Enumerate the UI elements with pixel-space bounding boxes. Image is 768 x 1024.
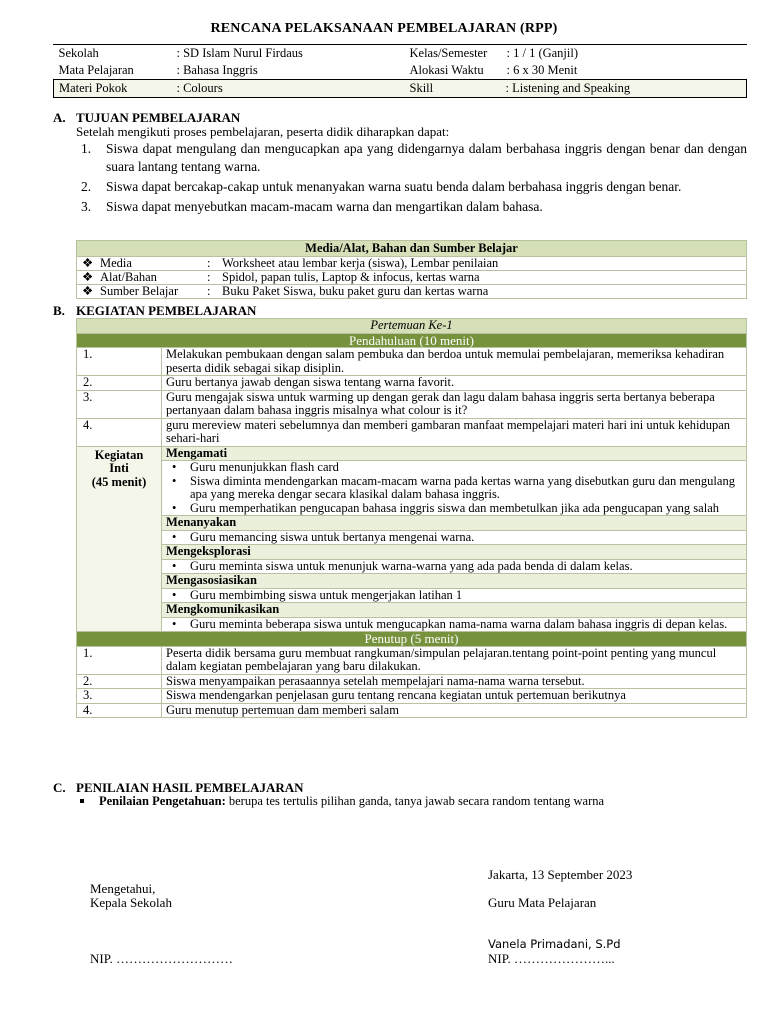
kepala-sekolah-label: Kepala Sekolah [90,895,172,910]
pendahuluan-item: guru mereview materi sebelumnya dan memberi gambaran manfaat mempelajari materi hari ini untuk kehidupan sehari-hari [162,418,747,446]
sekolah-label: Sekolah [58,46,99,60]
penutup-item: Siswa menyampaikan perasaannya setelah mempelajari nama-nama warna tersebut. [162,674,747,689]
media-label-text: Media [100,256,132,270]
section-c-title: PENILAIAN HASIL PEMBELAJARAN [76,780,304,795]
inti-label-line2: Inti [109,461,129,475]
section-b-title: KEGIATAN PEMBELAJARAN [76,303,257,318]
step-mengamati-items [162,461,747,516]
mapel-value: : Bahasa Inggris [176,63,258,77]
media-row-sep: : [207,257,217,271]
penutup-heading: Penutup (5 menit) [77,632,747,647]
media-row-value: Worksheet atau lembar kerja (siswa), Lembar penilaian [217,257,747,271]
pendahuluan-number: 3. [77,390,162,418]
penutup-number: 1. [77,646,162,674]
step-mengeksplorasi-items [162,559,747,574]
pendahuluan-item: Guru mengajak siswa untuk warming up dengan gerak dan lagu dalam bahasa inggris serta bertanya beberapa pertanyaan dalam bahasa inggris misalnya what colour is it? [162,390,747,418]
alat-row-sep: : [207,271,217,285]
goal-text: Siswa dapat menyebutkan macam-macam warna dan mengartikan dalam bahasa. [106,199,543,214]
alat-row-value: Spidol, papan tulis, Laptop & infocus, kertas warna [217,271,747,285]
bullet-item: • Siswa diminta mendengarkan macam-macam warna pada kertas warna yang disebutkan guru dan mengulang apa yang mereka dengar secara klasikal dalam bahasa inggris. [166,475,742,502]
diamond-bullet-icon: ❖ [82,270,94,284]
step-mengasosiasikan-items [162,588,747,603]
goals-list [76,140,747,218]
document-title: RENCANA PELAKSANAAN PEMBELAJARAN (RPP) [210,21,558,36]
step-mengamati-title: Mengamati [162,446,747,461]
step-mengeksplorasi-title: Mengeksplorasi [162,545,747,560]
mengetahui-label: Mengetahui, [90,881,156,896]
teacher-name: Vanela Primadani, S.Pd [488,937,621,951]
kegiatan-inti-label [77,446,162,632]
assessment-label: Penilaian Pengetahuan: [99,794,226,808]
alat-row-label [77,271,208,285]
guru-mapel-label: Guru Mata Pelajaran [488,895,597,910]
pendahuluan-number: 4. [77,418,162,446]
sekolah-value: : SD Islam Nurul Firdaus [176,46,303,60]
materi-label: Materi Pokok [54,80,172,98]
goal-number: 1. [81,141,92,156]
section-b-heading [53,303,256,319]
inti-label-line1: Kegiatan [94,447,144,462]
diamond-bullet-icon: ❖ [82,256,94,270]
bullet-item: • Guru meminta siswa untuk menunjuk warna-warna yang ada pada benda di dalam kelas. [166,560,742,574]
media-table [76,240,747,299]
place-date: Jakarta, 13 September 2023 [488,867,633,882]
goal-number: 2. [81,179,92,194]
sumber-label-text: Sumber Belajar [100,284,179,298]
step-mengkomunikasikan-title: Mengkomunikasikan [162,603,747,618]
skill-label: Skill [405,80,502,98]
pendahuluan-item: Melakukan pembukaan dengan salam pembuka dan berdoa untuk memulai pembelajaran, memeriksa kehadiran peserta didik sebagai sikap disiplin. [162,348,747,376]
goal-item [76,140,747,176]
penutup-number: 4. [77,703,162,718]
skill-value-text: : Listening and Speaking [505,81,631,95]
identity-table [53,45,747,98]
assessment-text: berupa tes tertulis pilihan ganda, tanya jawab secara random tentang warna [225,794,605,808]
section-c-letter: C. [53,780,66,795]
activities-table [76,318,747,718]
alat-label-text: Alat/Bahan [100,270,157,284]
kelas-value: : 1 / 1 (Ganjil) [506,46,579,60]
section-a-title: TUJUAN PEMBELAJARAN [76,110,241,125]
pendahuluan-number: 1. [77,348,162,376]
step-mengasosiasikan-title: Mengasosiasikan [162,574,747,589]
assessment-item [99,794,604,809]
step-menanyakan-items [162,530,747,545]
square-bullet-icon [80,799,84,803]
bullet-item: • Guru meminta beberapa siswa untuk mengucapkan nama-nama warna dalam bahasa inggris di depan kelas. [166,618,742,632]
bullet-item: • Guru memancing siswa untuk bertanya mengenai warna. [166,531,742,545]
materi-value: : Colours [172,80,405,98]
pendahuluan-item: Guru bertanya jawab dengan siswa tentang warna favorit. [162,376,747,391]
bullet-item: • Guru memperhatikan pengucapan bahasa inggris siswa dan membetulkan jika ada pengucapan yang salah [166,502,742,516]
kelas-label: Kelas/Semester [409,46,488,60]
skill-value [502,80,747,98]
principal-nip: NIP. ……………………… [90,951,234,966]
inti-label-line3: (45 menit) [91,474,147,489]
alokasi-value: : 6 x 30 Menit [506,63,578,77]
goals-intro: Setelah mengikuti proses pembelajaran, peserta didik diharapkan dapat: [76,124,450,139]
mapel-label: Mata Pelajaran [58,63,134,77]
step-mengkomunikasikan-items [162,617,747,632]
diamond-bullet-icon: ❖ [82,284,94,298]
alokasi-label: Alokasi Waktu [409,63,484,77]
meeting-heading: Pertemuan Ke-1 [77,319,747,334]
sumber-row-sep: : [207,285,217,299]
bullet-item: • Guru membimbing siswa untuk mengerjakan latihan 1 [166,589,742,603]
teacher-nip: NIP. …………………... [488,951,615,966]
section-a-letter: A. [53,110,66,125]
penutup-item: Guru menutup pertemuan dam memberi salam [162,703,747,718]
bullet-item: • Guru menunjukkan flash card [166,461,742,475]
media-row-label [77,257,208,271]
sumber-row-label [77,285,208,299]
media-table-heading: Media/Alat, Bahan dan Sumber Belajar [77,241,747,257]
goal-text: Siswa dapat mengulang dan mengucapkan apa yang didengarnya dalam berbahasa inggris dengan benar dan dengan suara lantang tentang warna. [106,141,747,174]
pendahuluan-heading: Pendahuluan (10 menit) [77,333,747,348]
penutup-number: 3. [77,689,162,704]
section-b-letter: B. [53,303,65,318]
sumber-row-value: Buku Paket Siswa, buku paket guru dan kertas warna [217,285,747,299]
goal-item [76,178,747,196]
goal-item [76,198,747,216]
penutup-item: Peserta didik bersama guru membuat rangkuman/simpulan pelajaran.tentang point-point penting yang muncul dalam kegiatan pembelajaran yang baru dilakukan. [162,646,747,674]
penutup-number: 2. [77,674,162,689]
goal-text: Siswa dapat bercakap-cakap untuk menanyakan warna suatu benda dalam berbahasa inggris dengan benar. [106,179,682,194]
penutup-item: Siswa mendengarkan penjelasan guru tentang rencana kegiatan untuk pertemuan berikutnya [162,689,747,704]
goal-number: 3. [81,199,92,214]
step-menanyakan-title: Menanyakan [162,516,747,531]
pendahuluan-number: 2. [77,376,162,391]
